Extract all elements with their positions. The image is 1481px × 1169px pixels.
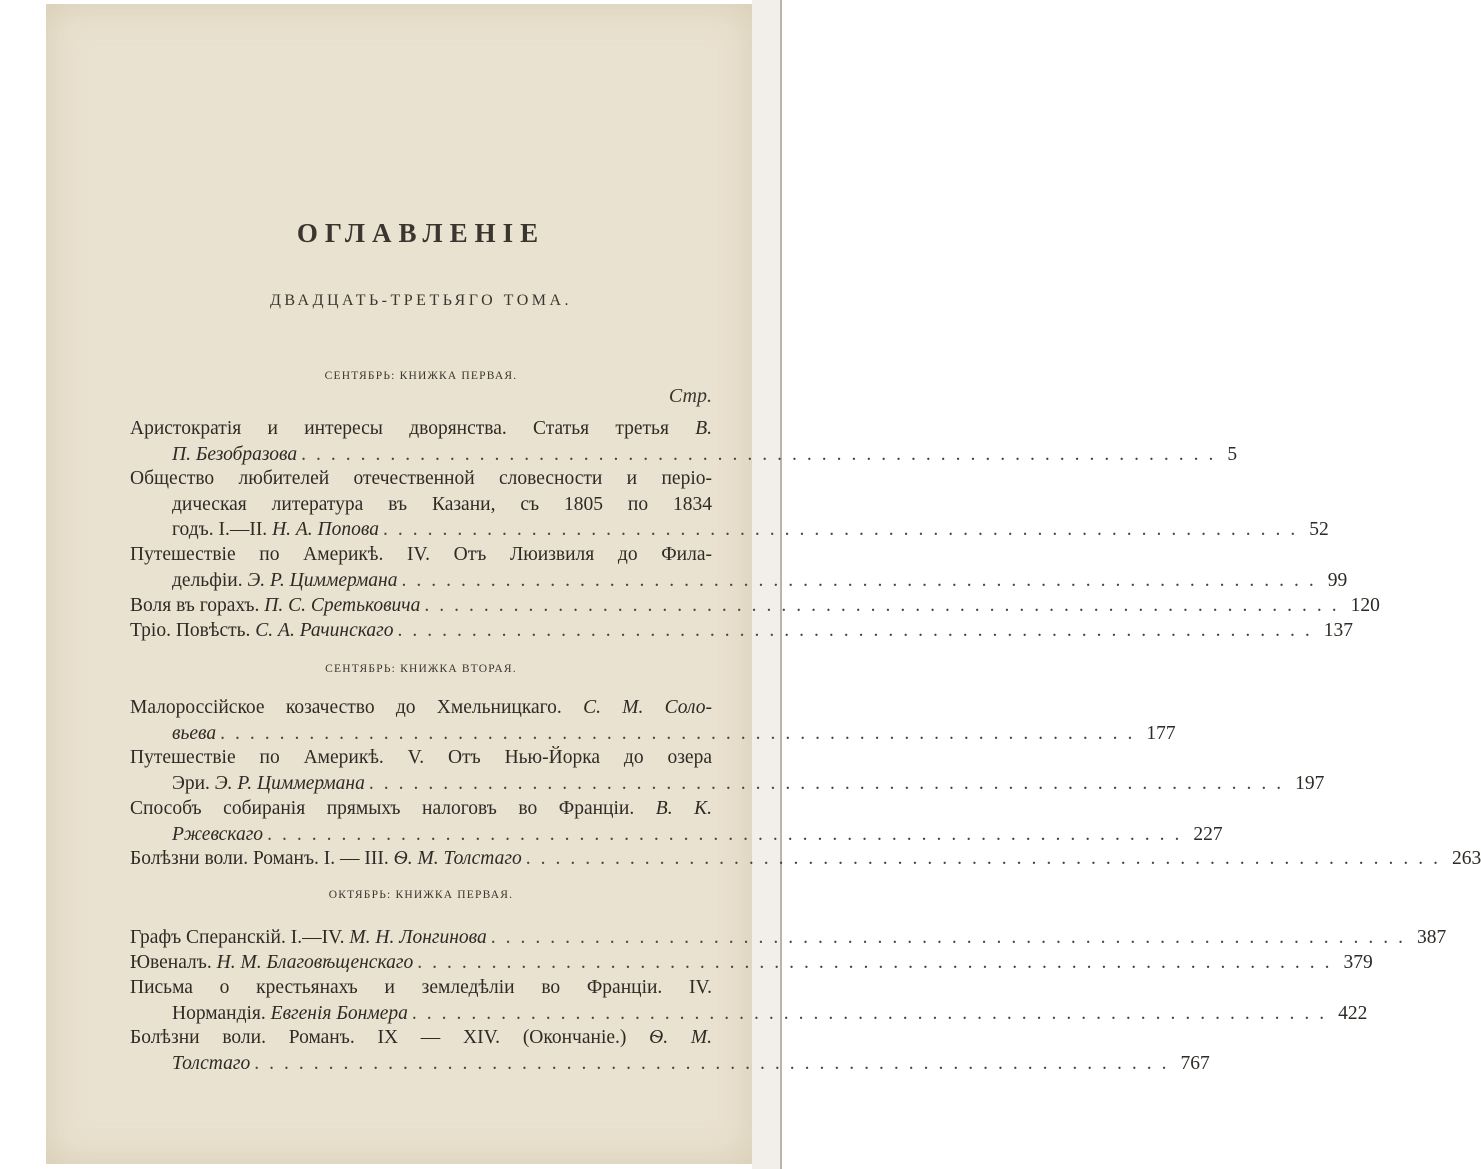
entry-page-number: 263	[1451, 848, 1481, 869]
toc-entry	[130, 925, 1447, 951]
entry-line-last: дельфіи. Э. Р. Циммермана .............................................................. 99	[130, 568, 712, 594]
leader-dots: ..............................................................	[220, 722, 1143, 744]
page-title: ОГЛАВЛЕНІЕ	[296, 218, 546, 248]
entry-line: дическая литература въ Казани, съ 1805 по 1834	[172, 493, 712, 515]
entry-line: Путешествіе по Америкѣ. IV. Отъ Люизвиля до Фила-	[130, 544, 712, 565]
section-heading: СЕНТЯБРЬ: КНИЖКА ПЕРВАЯ.	[324, 370, 518, 382]
entry-page-number: 767	[1180, 1052, 1210, 1074]
toc-entry	[130, 1025, 1210, 1076]
section-heading: ОКТЯБРЬ: КНИЖКА ПЕРВАЯ.	[328, 889, 514, 901]
leader-dots: ..............................................................	[525, 848, 1448, 869]
leader-dots: ..............................................................	[382, 519, 1306, 540]
entry-line-last: Ювеналъ. Н. М. Благовѣщенскаго .............................................................. 379	[130, 950, 712, 976]
entry-line: Письма о крестьянахъ и земледѣліи во Франціи. IV.	[130, 977, 712, 998]
toc-entry	[130, 542, 1348, 593]
leader-dots: ..............................................................	[267, 823, 1190, 845]
entry-page-number: 387	[1416, 927, 1447, 948]
entry-line-last: Ржевскаго .............................................................. 227	[130, 822, 712, 848]
leader-dots: ..............................................................	[397, 620, 1320, 641]
table-of-contents	[130, 0, 1481, 1169]
entry-page-number: 197	[1295, 772, 1325, 794]
toc-entry	[130, 796, 1223, 847]
entry-line-last: вьева .............................................................. 177	[130, 721, 712, 747]
leader-dots: ..............................................................	[254, 1052, 1177, 1074]
entry-page-number: 99	[1327, 569, 1348, 591]
entry-page-number: 137	[1323, 620, 1354, 641]
entry-line-last: годъ. I.—II. Н. А. Попова .............................................................. 52	[130, 517, 712, 543]
leader-dots: ..............................................................	[490, 927, 1413, 948]
toc-entry	[130, 846, 1481, 872]
leader-dots: ..............................................................	[401, 569, 1324, 591]
page-column-heading: Стр.	[668, 385, 712, 407]
entry-line-last: Болѣзни воли. Романъ. I. — III. Ѳ. М. Толстаго .............................................................. 263	[130, 846, 712, 872]
entry-page-number: 422	[1338, 1002, 1368, 1024]
leader-dots: ..............................................................	[417, 952, 1340, 973]
entry-line: Общество любителей отечественной словесности и періо-	[130, 468, 712, 489]
entry-line-last: Тріо. Повѣсть. С. А. Рачинскаго .............................................................. 137	[130, 618, 712, 644]
entry-line: Аристократія и интересы дворянства. Статья третья В.	[130, 418, 712, 439]
entry-line-last: Воля въ горахъ. П. С. Сретьковича .............................................................. 120	[130, 593, 712, 619]
entry-line: Малороссійское козачество до Хмельницкаго. С. М. Соло-	[130, 697, 713, 718]
leader-dots: ..............................................................	[368, 772, 1292, 794]
toc-entry	[130, 950, 1373, 976]
toc-entry	[130, 975, 1368, 1026]
entry-page-number: 227	[1193, 823, 1223, 845]
entry-page-number: 5	[1227, 443, 1238, 465]
leader-dots: ..............................................................	[301, 443, 1224, 465]
toc-entry	[130, 618, 1354, 644]
entry-line-last: Графъ Сперанскій. I.—IV. М. Н. Лонгинова .............................................................. 387	[130, 925, 712, 951]
entry-line-last: П. Безобразова .............................................................. 5	[130, 442, 712, 468]
toc-entry	[130, 695, 1176, 746]
entry-line-last: Нормандія. Евгенія Бонмера .............................................................. 422	[130, 1001, 712, 1027]
toc-entry	[130, 466, 1329, 543]
entry-page-number: 52	[1309, 519, 1329, 540]
entry-page-number: 177	[1146, 722, 1176, 744]
entry-line: Способъ собиранія прямыхъ налоговъ во Франціи. В. К.	[130, 798, 712, 819]
leader-dots: ..............................................................	[411, 1002, 1335, 1024]
entry-page-number: 120	[1350, 595, 1380, 616]
entry-line: Болѣзни воли. Романъ. IX — XIV. (Окончаніе.) Ѳ. М.	[130, 1027, 713, 1048]
leader-dots: ..............................................................	[424, 595, 1347, 616]
toc-entry	[130, 416, 1238, 467]
page-subtitle: ДВАДЦАТЬ-ТРЕТЬЯГО ТОМА.	[269, 292, 573, 309]
toc-entry	[130, 745, 1325, 796]
section-heading: СЕНТЯБРЬ: КНИЖКА ВТОРАЯ.	[325, 663, 517, 675]
entry-line: Путешествіе по Америкѣ. V. Отъ Нью-Йорка до озера	[130, 747, 712, 768]
toc-entry	[130, 593, 1380, 619]
entry-line-last: Эри. Э. Р. Циммермана .............................................................. 197	[130, 771, 712, 797]
entry-line-last: Толстаго .............................................................. 767	[130, 1051, 712, 1077]
entry-page-number: 379	[1343, 952, 1373, 973]
